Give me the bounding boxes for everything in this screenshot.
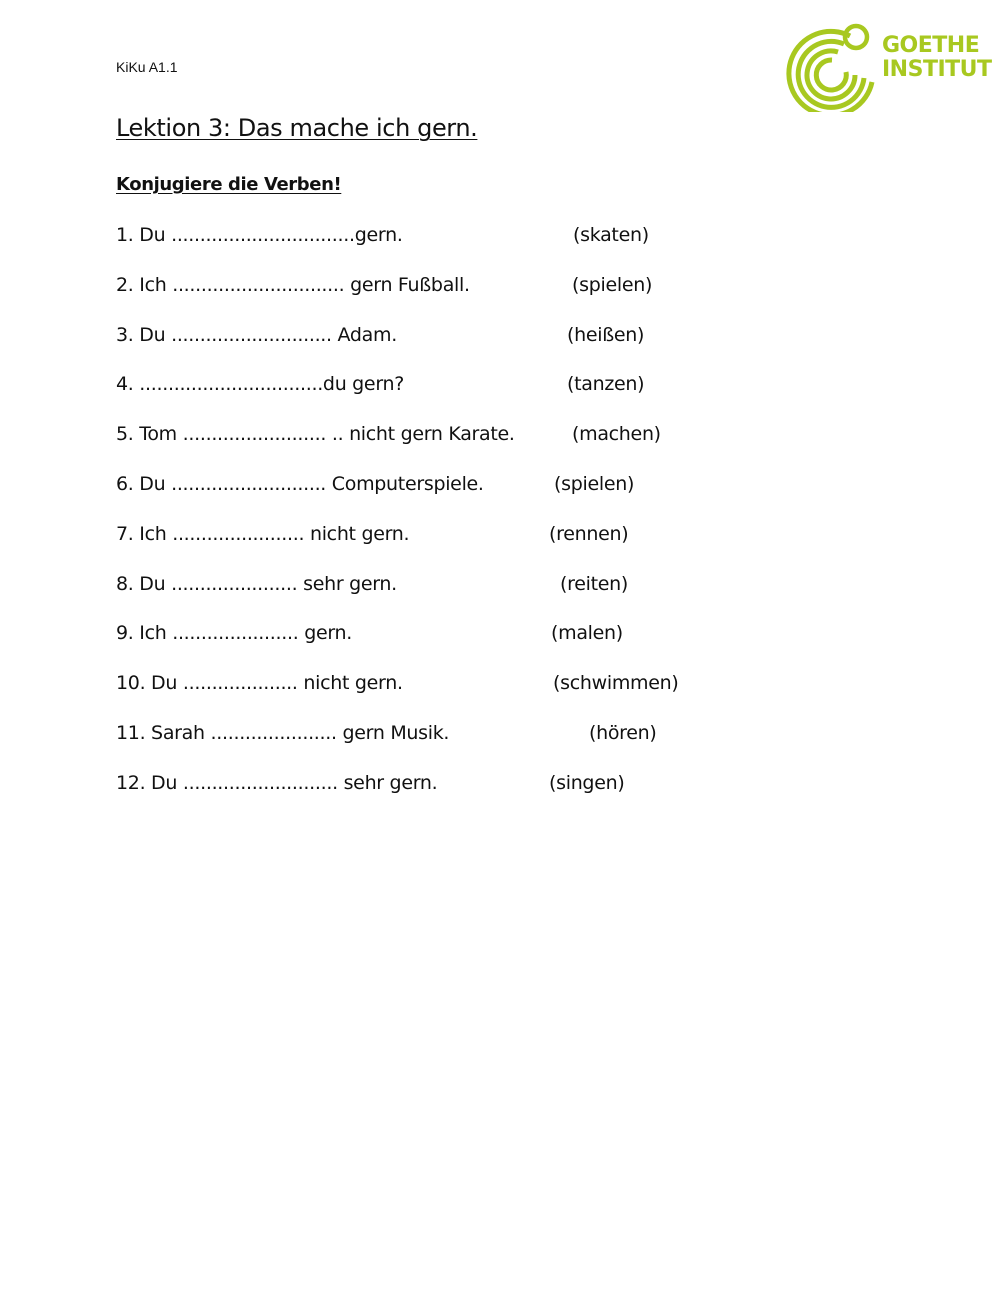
exercise-item bbox=[116, 523, 816, 573]
verb-hint: (schwimmen) bbox=[553, 672, 679, 695]
verb-hint: (spielen) bbox=[572, 273, 653, 296]
exercise-sentence: 12. Du ........................... sehr gern. bbox=[116, 771, 438, 794]
course-code: KiKu A1.1 bbox=[116, 59, 178, 75]
exercise-item bbox=[116, 473, 816, 523]
exercise-sentence: 8. Du ...................... sehr gern. bbox=[116, 572, 397, 595]
goethe-spiral-icon bbox=[784, 20, 880, 112]
exercise-item bbox=[116, 672, 816, 722]
exercise-item bbox=[116, 224, 816, 274]
logo-line-2: INSTITUT bbox=[882, 57, 992, 82]
verb-hint: (spielen) bbox=[554, 472, 635, 495]
verb-hint: (heißen) bbox=[567, 323, 645, 346]
exercise-item bbox=[116, 622, 816, 672]
page-title: Lektion 3: Das mache ich gern. bbox=[116, 114, 478, 142]
exercise-sentence: 4. ................................du gern? bbox=[116, 373, 405, 396]
exercise-item bbox=[116, 573, 816, 623]
exercise-item bbox=[116, 772, 816, 822]
verb-hint: (hören) bbox=[589, 721, 657, 744]
exercise-sentence: 3. Du ............................ Adam. bbox=[116, 323, 397, 346]
exercise-list bbox=[116, 224, 816, 822]
exercise-sentence: 11. Sarah ...................... gern Musik. bbox=[116, 721, 450, 744]
logo-line-1: GOETHE bbox=[882, 33, 980, 58]
verb-hint: (singen) bbox=[549, 771, 625, 794]
exercise-sentence: 6. Du ........................... Computerspiele. bbox=[116, 472, 484, 495]
exercise-sentence: 9. Ich ...................... gern. bbox=[116, 622, 353, 645]
exercise-item bbox=[116, 722, 816, 772]
exercise-sentence: 10. Du .................... nicht gern. bbox=[116, 672, 403, 695]
verb-hint: (malen) bbox=[551, 622, 623, 645]
exercise-item bbox=[116, 324, 816, 374]
exercise-sentence: 7. Ich ....................... nicht gern. bbox=[116, 522, 410, 545]
exercise-sentence: 2. Ich .............................. gern Fußball. bbox=[116, 273, 470, 296]
verb-hint: (machen) bbox=[572, 423, 661, 446]
instruction-heading: Konjugiere die Verben! bbox=[116, 174, 342, 195]
exercise-item bbox=[116, 423, 816, 473]
verb-hint: (rennen) bbox=[549, 522, 629, 545]
exercise-item bbox=[116, 373, 816, 423]
goethe-institut-logo bbox=[784, 20, 992, 112]
verb-hint: (tanzen) bbox=[567, 373, 645, 396]
verb-hint: (reiten) bbox=[560, 572, 628, 595]
logo-text bbox=[882, 34, 992, 82]
verb-hint: (skaten) bbox=[573, 224, 649, 246]
exercise-sentence: 5. Tom ......................... .. nicht gern Karate. bbox=[116, 423, 515, 446]
exercise-sentence: 1. Du ................................gern. bbox=[116, 224, 403, 246]
exercise-item bbox=[116, 274, 816, 324]
